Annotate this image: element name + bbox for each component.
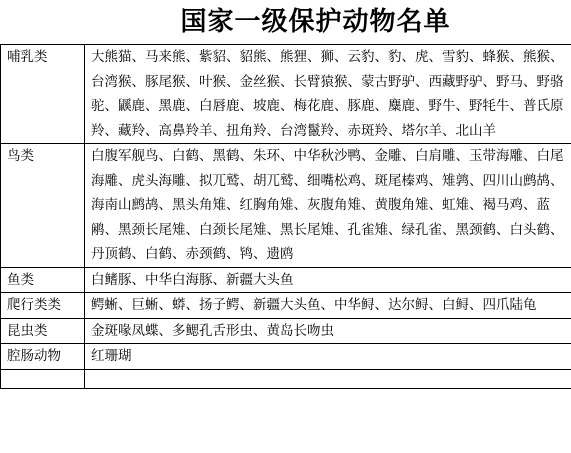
empty-cell	[1, 369, 85, 388]
table-row	[1, 144, 571, 268]
category-cell: 爬行类类	[1, 293, 85, 319]
animal-list-cell: 红珊瑚	[85, 344, 571, 370]
animal-list-cell: 大熊猫、马来熊、紫貂、貂熊、熊狸、狮、云豹、豹、虎、雪豹、蜂猴、熊猴、台湾猴、豚尾猴、叶猴、金丝猴、长臂猿猴、蒙古野驴、西藏野驴、野马、野骆驼、鼷鹿、黑鹿、白唇鹿、坡鹿、梅花鹿、豚鹿、麋鹿、野牛、野牦牛、普氏原羚、藏羚、高鼻羚羊、扭角羚、台湾鬣羚、赤斑羚、塔尔羊、北山羊	[85, 45, 571, 144]
category-cell: 昆虫类	[1, 318, 85, 344]
table-row	[1, 344, 571, 370]
animal-list-cell: 白鳍豚、中华白海豚、新疆大头鱼	[85, 267, 571, 293]
page-title: 国家一级保护动物名单	[180, 7, 451, 37]
table-row	[1, 318, 571, 344]
animal-list-cell: 鳄蜥、巨蜥、蟒、扬子鳄、新疆大头鱼、中华鲟、达尔鲟、白鲟、四爪陆龟	[85, 293, 571, 319]
table-row	[1, 267, 571, 293]
category-cell: 鸟类	[1, 144, 85, 268]
empty-table-row	[1, 369, 571, 388]
category-cell: 鱼类	[1, 267, 85, 293]
animal-list-cell: 白腹军舰鸟、白鹤、黑鹤、朱环、中华秋沙鸭、金雕、白肩雕、玉带海雕、白尾海雕、虎头海雕、拟兀鹫、胡兀鹫、细嘴松鸡、斑尾榛鸡、雉鹑、四川山鹧鸪、海南山鹧鸪、黑头角雉、红胸角雉、灰腹角雉、黄腹角雉、虹雉、褐马鸡、蓝鹇、黑颈长尾雉、白颈长尾雉、黑长尾雉、孔雀雉、绿孔雀、黑颈鹤、白头鹤、丹顶鹤、白鹤、赤颈鹤、鸨、遗鸥	[85, 144, 571, 268]
category-cell: 腔肠动物	[1, 344, 85, 370]
protected-animals-table	[0, 44, 571, 389]
category-cell: 哺乳类	[1, 45, 85, 144]
table-row	[1, 45, 571, 144]
animal-list-cell: 金斑喙凤蝶、多鳃孔舌形虫、黄岛长吻虫	[85, 318, 571, 344]
table-row	[1, 293, 571, 319]
empty-cell	[85, 369, 571, 388]
